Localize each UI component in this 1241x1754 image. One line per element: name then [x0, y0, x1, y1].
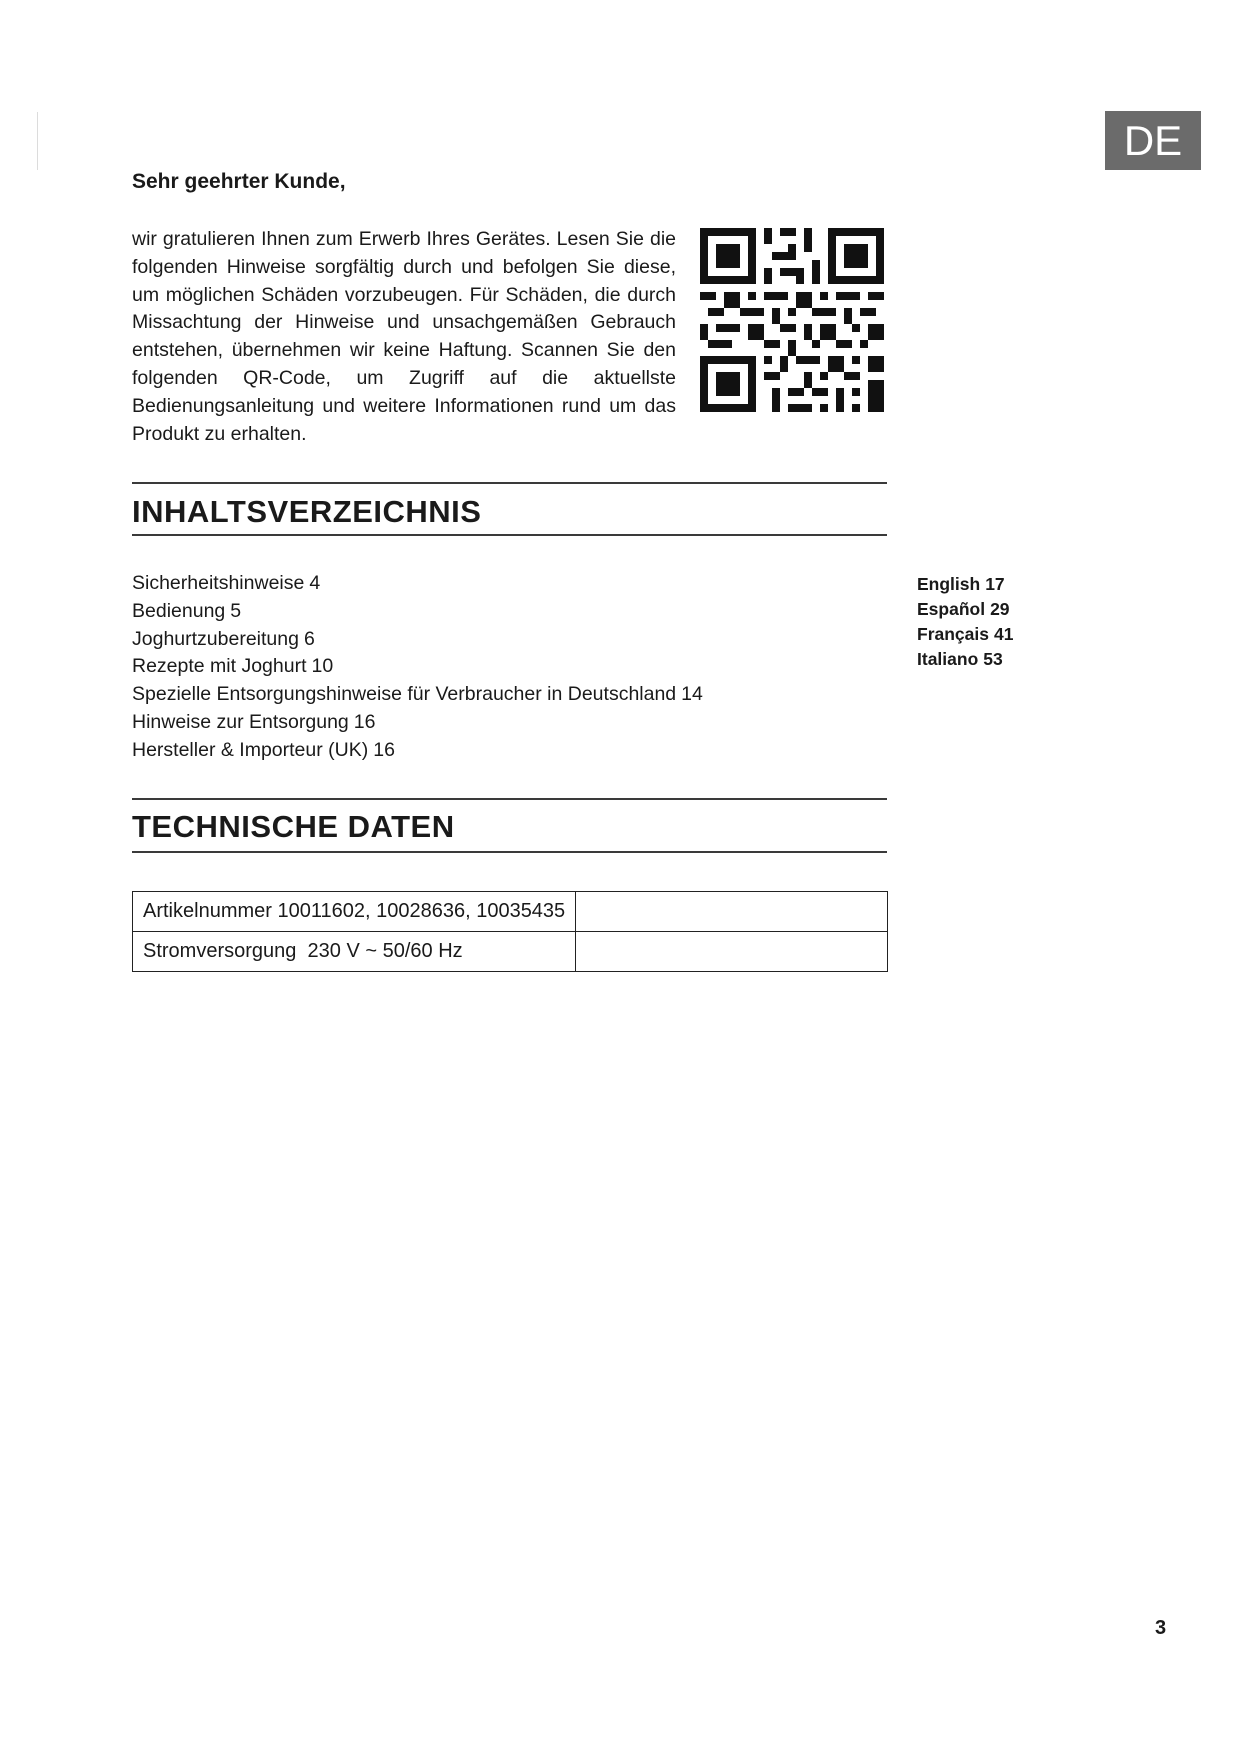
spec-value: 230 V ~ 50/60 Hz [307, 940, 463, 962]
tech-bottom-rule [132, 851, 887, 853]
spec-label: Stromversorgung [143, 940, 297, 962]
toc-item: Hersteller & Importeur (UK) 16 [132, 738, 395, 761]
toc-list [132, 570, 703, 765]
page-number: 3 [1155, 1617, 1167, 1639]
spec-row [133, 932, 888, 972]
intro-text: wir gratulieren Ihnen zum Erwerb Ihres Gerätes. Lesen Sie die folgenden Hinweise sorgfältig durch und befolgen Sie diese, um möglichen Schäden vorzubeugen. Für Schäden, die durch Missachtung der Hinweise und unsachgemäßen Gebrauch entstehen, übernehmen wir keine Haftung. Scannen Sie den folgenden QR-Code, um Zugriff auf die aktuellste Bedienungsanleitung und weitere Informationen rund um das Produkt zu erhalten. [132, 228, 676, 445]
toc-item: Rezepte mit Joghurt 10 [132, 655, 334, 678]
language-tab: DE [1105, 111, 1201, 170]
margin-line [37, 112, 38, 170]
toc-item: Bedienung 5 [132, 599, 242, 622]
toc-bottom-rule [132, 534, 887, 536]
language-item-english: English 17 [917, 574, 1005, 594]
spec-row [133, 892, 888, 932]
language-list [917, 572, 1013, 672]
qr-code [700, 228, 884, 412]
toc-title: INHALTSVERZEICHNIS [132, 494, 482, 529]
spec-label: Artikelnummer [143, 900, 272, 922]
tech-top-rule [132, 798, 887, 800]
spec-value: 10011602, 10028636, 10035435 [277, 900, 566, 922]
toc-item: Spezielle Entsorgungshinweise für Verbraucher in Deutschland 14 [132, 683, 703, 706]
toc-item: Hinweise zur Entsorgung 16 [132, 710, 376, 733]
tech-title: TECHNISCHE DATEN [132, 809, 455, 844]
toc-item: Joghurtzubereitung 6 [132, 627, 315, 650]
language-item-francais: Français 41 [917, 624, 1014, 644]
toc-item: Sicherheitshinweise 4 [132, 572, 321, 594]
greeting: Sehr geehrter Kunde, [132, 170, 346, 193]
toc-top-rule [132, 482, 887, 484]
language-item-espanol: Español 29 [917, 599, 1010, 619]
spec-table [132, 891, 888, 972]
language-item-italiano: Italiano 53 [917, 649, 1003, 669]
